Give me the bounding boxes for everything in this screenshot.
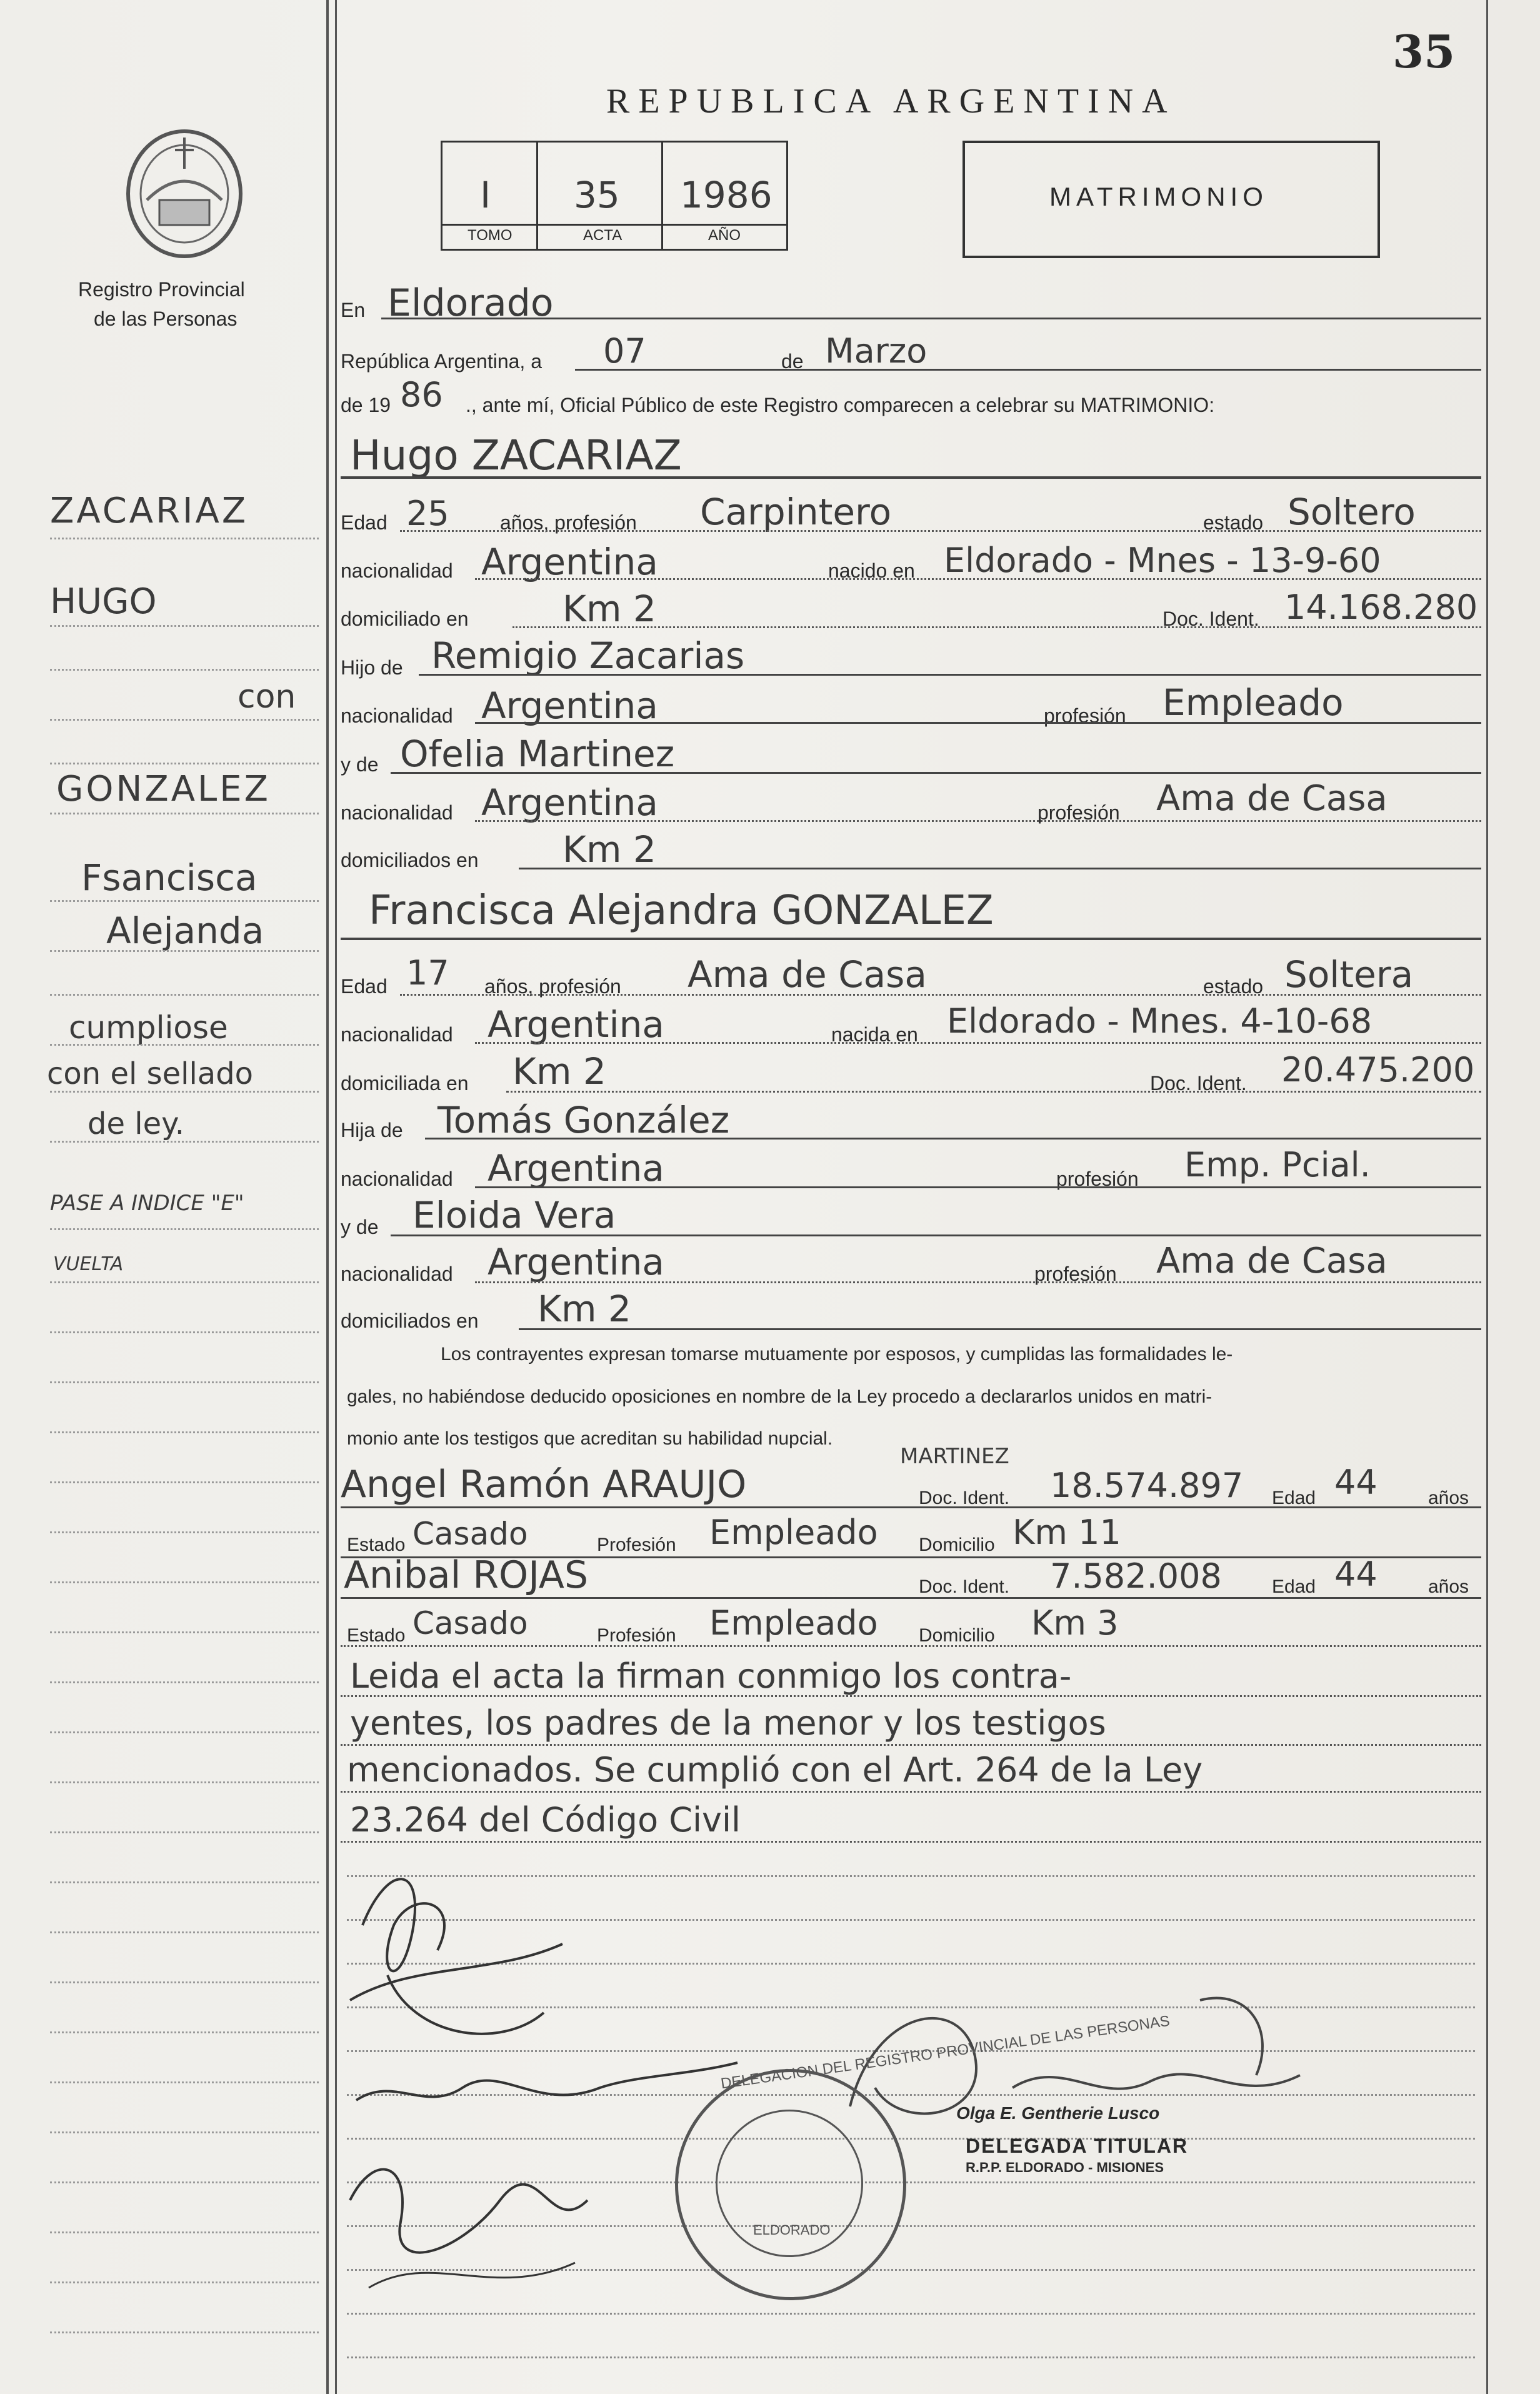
country-title: REPUBLICA ARGENTINA xyxy=(606,82,1176,121)
margin-line xyxy=(50,2331,319,2333)
bride-edad-label: Edad xyxy=(341,975,388,998)
groom-edad: 25 xyxy=(406,494,449,533)
margin-line xyxy=(50,1831,319,1833)
groom-nac-label: nacionalidad xyxy=(341,559,453,582)
margin-note-5: VUELTA xyxy=(53,1253,124,1275)
witness2-estado-label: Estado xyxy=(347,1625,406,1646)
bride-padre-prof-label: profesión xyxy=(1056,1168,1139,1190)
anio-label: AÑO xyxy=(708,227,741,244)
margin-line xyxy=(50,1681,319,1683)
groom-padre-nac: Argentina xyxy=(481,684,658,727)
margin-line xyxy=(50,2181,319,2183)
margin-line xyxy=(50,669,319,671)
rule xyxy=(341,1695,1481,1697)
margin-name-bride-a: Fsancisca xyxy=(81,856,258,899)
margin-surname-groom: ZACARIAZ xyxy=(50,491,249,531)
rule xyxy=(341,1791,1481,1793)
act-type-label: MATRIMONIO xyxy=(1049,182,1268,211)
groom-profesion: Carpintero xyxy=(700,491,892,533)
margin-line xyxy=(50,2281,319,2283)
closing-line-1: Leida el acta la firman conmigo los contra- xyxy=(350,1656,1072,1696)
bride-nacida: Eldorado - Mnes. 4-10-68 xyxy=(947,1001,1372,1041)
statement-line-3: monio ante los testigos que acreditan su habilidad nupcial. xyxy=(347,1428,833,1449)
witness1-estado: Casado xyxy=(412,1516,528,1552)
margin-line xyxy=(50,538,319,539)
margin-note-2: con el sellado xyxy=(47,1056,254,1091)
en-label: En xyxy=(341,299,366,321)
margin-line xyxy=(50,1531,319,1533)
margin-line xyxy=(50,1481,319,1483)
groom-anos-profesion: años, profesión xyxy=(500,511,637,534)
groom-estado: Soltero xyxy=(1288,491,1416,533)
groom-madre: Ofelia Martinez xyxy=(400,733,675,775)
rule xyxy=(475,820,1481,822)
margin-line xyxy=(50,763,319,764)
witness1-prof-label: Profesión xyxy=(597,1535,676,1555)
bride-estado-label: estado xyxy=(1203,975,1264,998)
witness2-dom-label: Domicilio xyxy=(919,1625,995,1646)
bride-nacionalidad: Argentina xyxy=(488,1003,664,1046)
bride-anos-profesion: años, profesión xyxy=(484,975,621,998)
bride-padre-prof: Emp. Pcial. xyxy=(1184,1145,1371,1184)
groom-madre-nac-label: nacionalidad xyxy=(341,801,453,824)
witness2-prof-label: Profesión xyxy=(597,1625,676,1646)
year-prefix: de 19 xyxy=(341,394,391,416)
bride-doc-label: Doc. Ident. xyxy=(1150,1072,1247,1094)
margin-line xyxy=(50,2131,319,2133)
bride-edad: 17 xyxy=(406,953,449,993)
bride-padre: Tomás González xyxy=(438,1099,730,1141)
witness2-edad: 44 xyxy=(1334,1555,1378,1594)
witness1-extra: MARTINEZ xyxy=(900,1444,1009,1469)
rule xyxy=(575,369,1481,371)
act-type-box xyxy=(962,141,1380,258)
official-stamp-circle xyxy=(675,2069,906,2300)
margin-line xyxy=(50,1731,319,1733)
margin-line xyxy=(50,1141,319,1143)
bride-doc: 20.475.200 xyxy=(1281,1050,1475,1089)
rule xyxy=(400,994,1481,996)
groom-dom-label: domiciliado en xyxy=(341,608,469,630)
left-margin-rule-2 xyxy=(335,0,337,2394)
bride-estado: Soltera xyxy=(1284,953,1414,996)
groom-doc: 14.168.280 xyxy=(1284,588,1478,627)
groom-madre-prof: Ama de Casa xyxy=(1156,778,1388,819)
rule xyxy=(341,1841,1481,1843)
bride-padre-nac-label: nacionalidad xyxy=(341,1168,453,1190)
bride-domicilio: Km 2 xyxy=(512,1050,606,1093)
official-name: Olga E. Gentherie Lusco xyxy=(956,2103,1160,2123)
acta-label: ACTA xyxy=(583,227,622,244)
witness1-estado-label: Estado xyxy=(347,1535,406,1555)
margin-line xyxy=(50,1631,319,1633)
rule xyxy=(475,1281,1481,1283)
registry-line-1: Registro Provincial xyxy=(78,278,245,301)
margin-line xyxy=(50,1091,319,1093)
margin-line xyxy=(50,1281,319,1283)
witness2-estado: Casado xyxy=(412,1605,528,1641)
tomo-value: I xyxy=(480,174,491,216)
left-margin-rule xyxy=(326,0,329,2394)
margin-line xyxy=(50,1781,319,1783)
rule xyxy=(391,1235,1481,1236)
rule xyxy=(341,1506,1481,1508)
anio-value: 1986 xyxy=(680,174,772,216)
stamp-center-text: ELDORADO xyxy=(753,2222,831,2238)
margin-line xyxy=(50,1331,319,1333)
margin-note-3: de ley. xyxy=(88,1106,184,1141)
rule xyxy=(506,1091,1481,1093)
groom-padre: Remigio Zacarias xyxy=(431,634,745,677)
margin-note-1: cumpliose xyxy=(69,1009,228,1046)
closing-line-2: yentes, los padres de la menor y los testigos xyxy=(350,1703,1106,1743)
margin-line xyxy=(50,1981,319,1983)
bride-profesion: Ama de Casa xyxy=(688,953,927,996)
groom-nacionalidad: Argentina xyxy=(481,541,658,583)
de-label: de xyxy=(781,350,804,373)
bride-padres-dom: Km 2 xyxy=(538,1288,631,1330)
place-value: Eldorado xyxy=(388,281,554,325)
rule xyxy=(475,1042,1481,1044)
month-value: Marzo xyxy=(825,331,928,371)
bride-dom-label: domiciliada en xyxy=(341,1072,469,1094)
groom-padre-prof: Empleado xyxy=(1162,681,1344,724)
witness2-edad-label: Edad xyxy=(1272,1576,1316,1597)
witness1-anos-label: años xyxy=(1428,1488,1469,1508)
margin-name-groom: HUGO xyxy=(50,581,157,622)
bride-nac-label: nacionalidad xyxy=(341,1023,453,1046)
margin-line xyxy=(50,994,319,996)
rule xyxy=(475,578,1481,580)
rule xyxy=(341,476,1481,479)
margin-line xyxy=(50,900,319,902)
margin-line xyxy=(50,2231,319,2233)
rule xyxy=(341,938,1481,940)
groom-padre-prof-label: profesión xyxy=(1044,704,1126,727)
witness2-prof: Empleado xyxy=(709,1603,878,1643)
rule xyxy=(391,772,1481,774)
closing-line-4: 23.264 del Código Civil xyxy=(350,1800,741,1840)
rule xyxy=(519,1328,1481,1330)
rule xyxy=(341,1744,1481,1746)
margin-name-bride-b: Alejanda xyxy=(106,909,264,952)
rule xyxy=(341,1645,1481,1647)
bride-madre-nac-label: nacionalidad xyxy=(341,1263,453,1285)
bride-padre-label: Hija de xyxy=(341,1119,403,1141)
margin-line xyxy=(50,1431,319,1433)
witness1-edad: 44 xyxy=(1334,1463,1378,1502)
statement-line-1: Los contrayentes expresan tomarse mutuamente por esposos, y cumplidas las formalidades le- xyxy=(441,1344,1233,1365)
margin-line xyxy=(50,625,319,627)
witness1-prof: Empleado xyxy=(709,1513,878,1552)
groom-madre-nac: Argentina xyxy=(481,781,658,824)
margin-line xyxy=(50,1044,319,1046)
provincial-coat-of-arms xyxy=(122,125,247,263)
margin-line xyxy=(50,1581,319,1583)
margin-note-4: PASE A INDICE "E" xyxy=(50,1191,244,1216)
acta-value: 35 xyxy=(574,174,620,216)
witness1-dom: Km 11 xyxy=(1012,1513,1121,1552)
page-number: 35 xyxy=(1392,25,1456,78)
bride-name: Francisca Alejandra GONZALEZ xyxy=(369,888,994,934)
rule xyxy=(425,1138,1481,1139)
republica-label: República Argentina, a xyxy=(341,350,542,373)
bride-madre-prof: Ama de Casa xyxy=(1156,1241,1388,1281)
rule xyxy=(475,1186,1481,1188)
groom-madre-prof-label: profesión xyxy=(1038,801,1120,824)
witness1-dom-label: Domicilio xyxy=(919,1535,995,1555)
rule xyxy=(400,530,1481,532)
right-margin-rule xyxy=(1486,0,1488,2394)
margin-line xyxy=(50,1381,319,1383)
witness1-doc-label: Doc. Ident. xyxy=(919,1488,1010,1508)
record-number-box xyxy=(441,141,788,251)
bride-nacida-label: nacida en xyxy=(831,1023,918,1046)
groom-doc-label: Doc. Ident. xyxy=(1162,608,1259,630)
groom-nacido: Eldorado - Mnes - 13-9-60 xyxy=(944,541,1381,580)
groom-edad-label: Edad xyxy=(341,511,388,534)
margin-line xyxy=(50,950,319,952)
bride-y-de-label: y de xyxy=(341,1216,379,1238)
official-office: R.P.P. ELDORADO - MISIONES xyxy=(966,2160,1164,2175)
witness1-edad-label: Edad xyxy=(1272,1488,1316,1508)
rule xyxy=(475,722,1481,724)
witness2-dom: Km 3 xyxy=(1031,1603,1119,1643)
groom-estado-label: estado xyxy=(1203,511,1264,534)
groom-padre-label: Hijo de xyxy=(341,656,403,679)
margin-con: con xyxy=(238,678,296,716)
bride-madre-prof-label: profesión xyxy=(1034,1263,1117,1285)
margin-line xyxy=(50,1931,319,1933)
rule xyxy=(341,1597,1481,1599)
witness1-name: Angel Ramón ARAUJO xyxy=(341,1463,747,1506)
bride-madre-nac: Argentina xyxy=(488,1241,664,1283)
margin-line xyxy=(50,2081,319,2083)
day-value: 07 xyxy=(603,331,646,371)
witness2-anos-label: años xyxy=(1428,1576,1469,1597)
rule xyxy=(381,318,1481,319)
registry-line-2: de las Personas xyxy=(94,308,238,330)
witness1-doc: 18.574.897 xyxy=(1050,1466,1244,1505)
closing-line-3: mencionados. Se cumplió con el Art. 264 de la Ley xyxy=(347,1750,1203,1790)
witness2-name: Anibal ROJAS xyxy=(344,1553,589,1597)
tomo-label: TOMO xyxy=(468,227,512,244)
groom-name: Hugo ZACARIAZ xyxy=(350,431,682,479)
official-title: DELEGADA TITULAR xyxy=(966,2135,1189,2157)
groom-padres-dom-label: domiciliados en xyxy=(341,849,479,871)
bride-padres-dom-label: domiciliados en xyxy=(341,1310,479,1332)
margin-line xyxy=(50,719,319,721)
witness2-doc-label: Doc. Ident. xyxy=(919,1576,1010,1597)
groom-nacido-label: nacido en xyxy=(828,559,915,582)
stamp-ring-text: DELEGACION DEL REGISTRO PROVINCIAL DE LAS PERSONAS xyxy=(719,2012,1171,2093)
rule xyxy=(519,868,1481,869)
groom-domicilio: Km 2 xyxy=(562,588,656,630)
bride-padre-nac: Argentina xyxy=(488,1147,664,1189)
groom-padres-dom: Km 2 xyxy=(562,828,656,871)
intro-text: ., ante mí, Oficial Público de este Registro comparecen a celebrar su MATRIMONIO: xyxy=(466,394,1215,416)
rule xyxy=(512,626,1481,628)
statement-line-2: gales, no habiéndose deducido oposiciones en nombre de la Ley procedo a declararlos unidos en matri- xyxy=(347,1386,1212,1407)
groom-y-de-label: y de xyxy=(341,753,379,776)
bride-madre: Eloida Vera xyxy=(412,1194,616,1236)
margin-surname-bride: GONZALEZ xyxy=(56,769,271,809)
margin-line xyxy=(50,2031,319,2033)
groom-padre-nac-label: nacionalidad xyxy=(341,704,453,727)
margin-line xyxy=(50,1881,319,1883)
margin-line xyxy=(50,813,319,814)
witness2-doc: 7.582.008 xyxy=(1050,1556,1222,1596)
year-value: 86 xyxy=(400,375,443,414)
margin-line xyxy=(50,1228,319,1230)
rule xyxy=(419,674,1481,676)
